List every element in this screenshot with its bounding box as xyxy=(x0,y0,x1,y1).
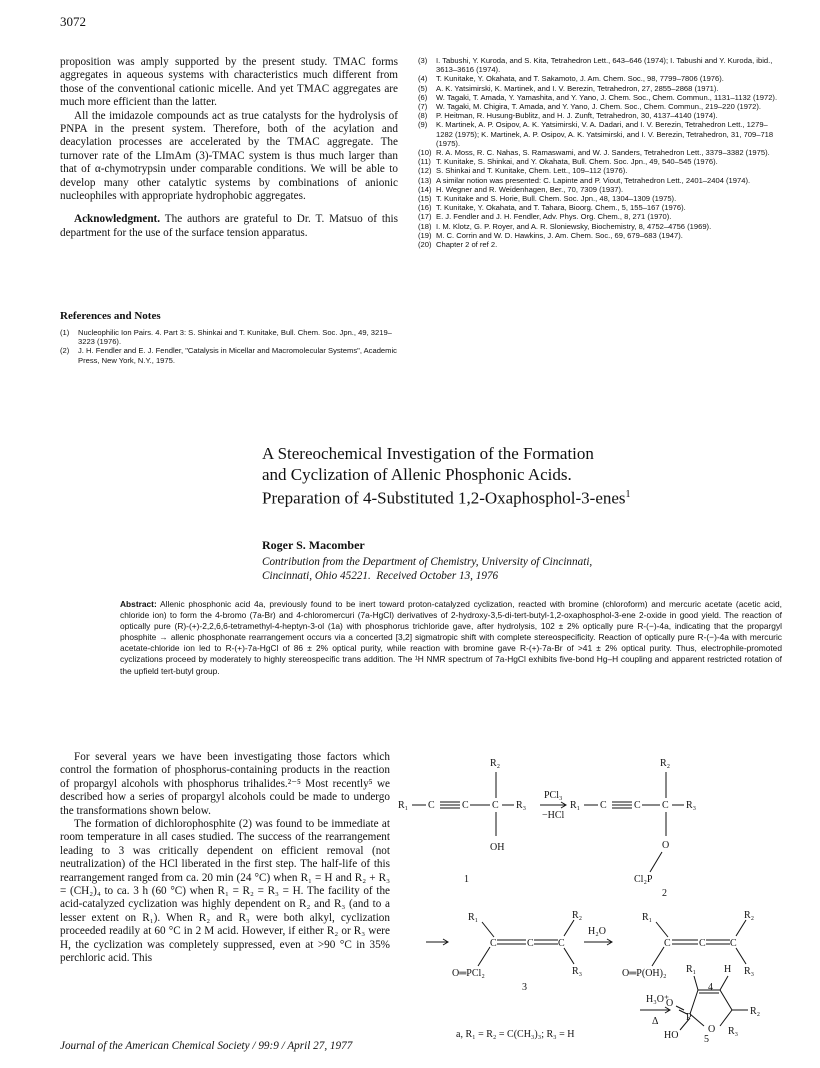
paragraph: proposition was amply supported by the present study. TMAC forms aggregates in aqueous systems with characteristics much different from those of the conventional cationic micelle. And yet TMAC aggregates are much more efficient than the latter. xyxy=(60,56,398,109)
reference-number: (12) xyxy=(418,166,432,176)
reference-item xyxy=(418,222,784,231)
title-line: Preparation of 4-Substituted 1,2-Oxaphosphol-3-enes$^1$ xyxy=(262,488,631,508)
scheme-r1: R₁ xyxy=(642,912,653,923)
scheme-drawing xyxy=(398,752,790,1042)
reference-number: (13) xyxy=(418,175,432,185)
reference-text: T. Kunitake and S. Horie, Bull. Chem. Soc. Jpn., 48, 1304–1309 (1975). xyxy=(436,194,677,204)
reagent-h3o: H₃O⁺ xyxy=(646,994,670,1005)
reference-number: (15) xyxy=(418,194,432,204)
reference-number: (6) xyxy=(418,92,428,102)
compound-label-4: 4 xyxy=(708,982,713,993)
reference-item xyxy=(418,240,784,249)
abstract-text: Allenic phosphonic acid 4a, previously found to be inert toward proton-catalyzed cyclization, reacted with bromine (chloroform) and mercuric acetate (acetic acid, chloride ion) to form the 4-bromo (7a-Br) and 4-chloromercuri (7a-HgCl) derivatives of 2-hydroxy-3,5-di-tert-butyl-1,2-oxaphosphol-3-ene 2-oxide in good yield. The reaction of optically pure (R)-(+)-2,2,6,6-tetramethyl-4-heptyn-3-ol (1a) with phosphorus trichloride gave, after hydrolysis, 102 ± 2% optically pure R-(−)-4a, indicating that the propargyl phosphite → allenic phosphonate rearrangement occurs via a concerted [3,2] sigmatropic shift with complete stereospecificity. Reaction of optically pure R-(−)-4a with mercuric acetate-chloride ion led to R-(+)-7a-HgCl of 86 ± 2% optical purity, while reaction with bromine gave R-(+)-7a-Br of >41 ± 2% optical purity. Thus, electrophile-promoted cyclizations proceed by moderately to highly stereospecific trans addition. The ¹H NMR spectrum of 7a-HgCl exhibits five-bond Hg–H coupling and apparent restricted rotation of the upfield tert-butyl group. xyxy=(120,599,782,676)
page-number: 3072 xyxy=(60,14,86,29)
compound-label-2: 2 xyxy=(662,888,667,899)
reference-text: T. Kunitake, Y. Okahata, and T. Sakamoto, J. Am. Chem. Soc., 98, 7799–7806 (1976). xyxy=(436,74,724,84)
reagent-pcl3: PCl₃ xyxy=(544,790,563,801)
reference-text: Nucleophilic Ion Pairs. 4. Part 3: S. Shinkai and T. Kunitake, Bull. Chem. Soc. Jpn., 49, 3219–3223 (1976). xyxy=(78,328,392,347)
reference-number: (17) xyxy=(418,212,432,222)
article-body xyxy=(60,751,390,966)
scheme-atom: C xyxy=(492,800,499,811)
scheme-oh: OH xyxy=(490,842,505,853)
scheme-r3: R₃ xyxy=(572,966,583,977)
reference-number: (14) xyxy=(418,184,432,194)
scheme-atom: C xyxy=(664,938,671,949)
scheme-opoh2: O═P(OH)₂ xyxy=(622,968,667,979)
reference-item xyxy=(418,84,784,93)
reagent-h2o: H₂O xyxy=(588,926,606,937)
prev-article-body xyxy=(60,56,398,240)
reference-text: M. C. Corrin and W. D. Hawkins, J. Am. Chem. Soc., 69, 679–683 (1947). xyxy=(436,230,683,240)
reference-item xyxy=(418,203,784,212)
reference-item xyxy=(60,346,398,364)
references-heading: References and Notes xyxy=(60,310,161,322)
reference-item xyxy=(418,157,784,166)
scheme-r1: R₁ xyxy=(468,912,479,923)
ack-heading: Acknowledgment. xyxy=(74,213,161,226)
compound-label-5: 5 xyxy=(704,1034,709,1042)
reference-list xyxy=(60,328,398,365)
reference-text: A similar notion was presented: C. Lapinte and P. Viout, Tetrahedron Lett., 2401–2404 (1974). xyxy=(436,175,751,185)
scheme-r3: R₃ xyxy=(728,1026,739,1037)
abstract xyxy=(120,599,782,677)
reference-number: (1) xyxy=(60,328,70,337)
scheme-r1: R₁ xyxy=(398,800,409,811)
reference-text: E. J. Fendler and J. H. Fendler, Adv. Phys. Org. Chem., 8, 271 (1970). xyxy=(436,212,672,222)
reference-item xyxy=(418,102,784,111)
reference-text: W. Tagaki, T. Amada, Y. Yamashita, and Y. Yano, J. Chem. Soc., Chem. Commun., 1131–1132 (1972). xyxy=(436,92,778,102)
scheme-cl2p: Cl₂P xyxy=(634,874,653,885)
abstract-label: Abstract: xyxy=(120,599,157,609)
reference-text: I. M. Klotz, G. P. Royer, and A. R. Sloniewsky, Biochemistry, 8, 4752–4756 (1969). xyxy=(436,221,712,231)
reference-item xyxy=(418,148,784,157)
scheme-ho: HO xyxy=(664,1030,679,1041)
reference-item xyxy=(418,120,784,148)
scheme-r2: R₂ xyxy=(572,910,583,921)
reference-item xyxy=(418,194,784,203)
scheme-r2: R₂ xyxy=(490,758,501,769)
reference-number: (2) xyxy=(60,346,70,356)
reference-item xyxy=(418,231,784,240)
reference-number: (11) xyxy=(418,157,431,167)
reference-number: (9) xyxy=(418,120,428,130)
compound-label-3: 3 xyxy=(522,982,527,993)
ack-text: The authors are grateful to Dr. T. Matsuo of this department for the use of the surface tension apparatus. xyxy=(60,213,398,239)
reference-number: (5) xyxy=(418,83,428,93)
acknowledgment xyxy=(60,213,398,240)
reference-number: (4) xyxy=(418,74,428,84)
reference-item xyxy=(418,212,784,221)
scheme-atom: C xyxy=(558,938,565,949)
reference-number: (3) xyxy=(418,56,428,65)
reference-text: I. Tabushi, Y. Kuroda, and S. Kita, Tetrahedron Lett., 643–646 (1974); I. Tabushi and Y. Kuroda, ibid., 3613–3616 (1974). xyxy=(436,56,773,75)
scheme-p: P xyxy=(686,1012,692,1023)
reference-item xyxy=(418,93,784,102)
reaction-scheme xyxy=(398,752,790,1042)
paragraph: All the imidazole compounds act as true catalysts for the hydrolysis of PNPA in the present system. Therefore, both of the acylation and deacylation processes are accelerated by the TMAC aggregate. The turnover rate of the LImAm (3)-TMAC system is thus much larger than that of α-chymotrypsin under comparable conditions. We will be able to develop many other catalytic systems by combinations of anionic nucleophiles with appropriate hydrophobic aggregates. xyxy=(60,109,398,203)
scheme-r2: R₂ xyxy=(744,910,755,921)
author: Roger S. Macomber xyxy=(262,538,365,552)
reference-number: (10) xyxy=(418,148,432,158)
reference-text: R. A. Moss, R. C. Nahas, S. Ramaswami, and W. J. Sanders, Tetrahedron Lett., 3379–3382 (1975). xyxy=(436,148,770,158)
reference-item xyxy=(60,328,398,346)
article-title xyxy=(262,444,782,509)
reference-item xyxy=(418,185,784,194)
reference-item xyxy=(418,166,784,175)
scheme-atom: C xyxy=(662,800,669,811)
reference-text: T. Kunitake, Y. Okahata, and T. Tahara, Bioorg. Chem., 5, 155–167 (1976). xyxy=(436,203,686,213)
reference-text: K. Martinek, A. P. Osipov, A. K. Yatsimirski, V. A. Dadari, and I. V. Berezin, Tetrahedron Lett., 1279–1282 (1975); K. Martinek, A. P. Osipov, A. K. Yatsimirski, and I. V. Berezin, Tetrahedron, 31, 709–718 (1975). xyxy=(436,120,774,148)
reference-item xyxy=(418,176,784,185)
title-line: and Cyclization of Allenic Phosphonic Acids. xyxy=(262,464,572,484)
journal-footer: Journal of the American Chemical Society / 99:9 / April 27, 1977 xyxy=(60,1040,353,1052)
reference-text: Chapter 2 of ref 2. xyxy=(436,240,498,250)
compound-label-1: 1 xyxy=(464,874,469,885)
scheme-atom: C xyxy=(600,800,607,811)
reference-number: (19) xyxy=(418,230,432,240)
received-date: Received October 13, 1976 xyxy=(376,569,499,582)
scheme-h: H xyxy=(724,964,732,975)
references-right xyxy=(418,56,784,249)
scheme-r3: R₃ xyxy=(686,800,697,811)
title-footnote-mark: 1 xyxy=(625,489,631,500)
scheme-atom: C xyxy=(490,938,497,949)
reference-text: T. Kunitake, S. Shinkai, and Y. Okahata, Bull. Chem. Soc. Jpn., 49, 540–545 (1976). xyxy=(436,157,718,167)
scheme-atom: C xyxy=(527,938,534,949)
scheme-r1: R₁ xyxy=(686,964,697,975)
scheme-o: O xyxy=(708,1024,716,1035)
reference-number: (20) xyxy=(418,240,432,250)
scheme-r2: R₂ xyxy=(750,1006,761,1017)
scheme-footnote: a, R₁ = R₂ = C(CH₃)₃; R₃ = H xyxy=(456,1029,575,1040)
reference-text: P. Heitman, R. Husung-Bublitz, and H. J. Zunft, Tetrahedron, 30, 4137–4140 (1974). xyxy=(436,111,718,121)
references-left xyxy=(60,310,398,365)
reagent-minus-hcl: −HCl xyxy=(542,810,565,821)
reference-item xyxy=(418,111,784,120)
scheme-atom: C xyxy=(730,938,737,949)
scheme-opcl2: O═PCl₂ xyxy=(452,968,485,979)
reference-text: J. H. Fendler and E. J. Fendler, "Catalysis in Micellar and Macromolecular Systems", Academic Press, New York, N.Y., 1975. xyxy=(78,346,397,365)
scheme-atom: C xyxy=(462,800,469,811)
reference-number: (8) xyxy=(418,111,428,121)
scheme-atom: C xyxy=(699,938,706,949)
affiliation: Contribution from the Department of Chemistry, University of Cincinnati, Cincinnati, Ohio 45221. Received October 13, 1976 xyxy=(262,556,593,582)
scheme-r2: R₂ xyxy=(660,758,671,769)
scheme-atom: C xyxy=(428,800,435,811)
title-line: A Stereochemical Investigation of the Formation xyxy=(262,444,594,463)
scheme-r3: R₃ xyxy=(516,800,527,811)
paragraph: The formation of dichlorophosphite (2) was found to be immediate at room temperature in all cases studied. The success of the rearrangement leading to 3 was critically dependent on efficient removal (not neutralization) of the HCl liberated in the first step. The half-life of this rearrangement ranged from ca. 20 min (24 °C) when R₁ = H and R₂ + R₃ = (CH₂)₄ to ca. 3 h (60 °C) when R₁ = R₂ = R₃ = H. The facility of the acid-catalyzed cyclization was highly dependent on R₂ and R₃ (and to a lesser extent on R₁). When R₂ and R₃ were both alkyl, cyclization proceeded readily at 60 °C in 2 M acid. However, if either R₂ or R₃ were H, the cyclization was completely suppressed, even at >90 °C in 35% perchloric acid. This xyxy=(60,818,390,965)
reference-item xyxy=(418,56,784,74)
reference-text: H. Wegner and R. Weidenhagen, Ber., 70, 7309 (1937). xyxy=(436,184,624,194)
scheme-o: O xyxy=(662,840,670,851)
scheme-o: O xyxy=(666,998,674,1009)
reference-text: W. Tagaki, M. Chigira, T. Amada, and Y. Yano, J. Chem. Soc., Chem. Commun., 219–220 (1972). xyxy=(436,102,762,112)
paragraph: For several years we have been investigating those factors which control the formation of phosphorus-containing products in the reaction of propargyl alcohols with phosphorus trihalides.²⁻⁵ Most recently⁵ we described how a series of propargyl alcohols could be made to undergo the transformations shown below. xyxy=(60,751,390,817)
reference-number: (18) xyxy=(418,221,432,231)
scheme-r3: R₃ xyxy=(744,966,755,977)
scheme-atom: C xyxy=(634,800,641,811)
reference-number: (7) xyxy=(418,102,428,112)
reference-text: A. K. Yatsimirski, K. Martinek, and I. V. Berezin, Tetrahedron, 27, 2855–2868 (1971). xyxy=(436,83,719,93)
reference-item xyxy=(418,74,784,83)
reference-number: (16) xyxy=(418,203,432,213)
reagent-heat: Δ xyxy=(652,1016,659,1027)
reference-text: S. Shinkai and T. Kunitake, Chem. Lett., 109–112 (1976). xyxy=(436,166,628,176)
scheme-r1: R₁ xyxy=(570,800,581,811)
